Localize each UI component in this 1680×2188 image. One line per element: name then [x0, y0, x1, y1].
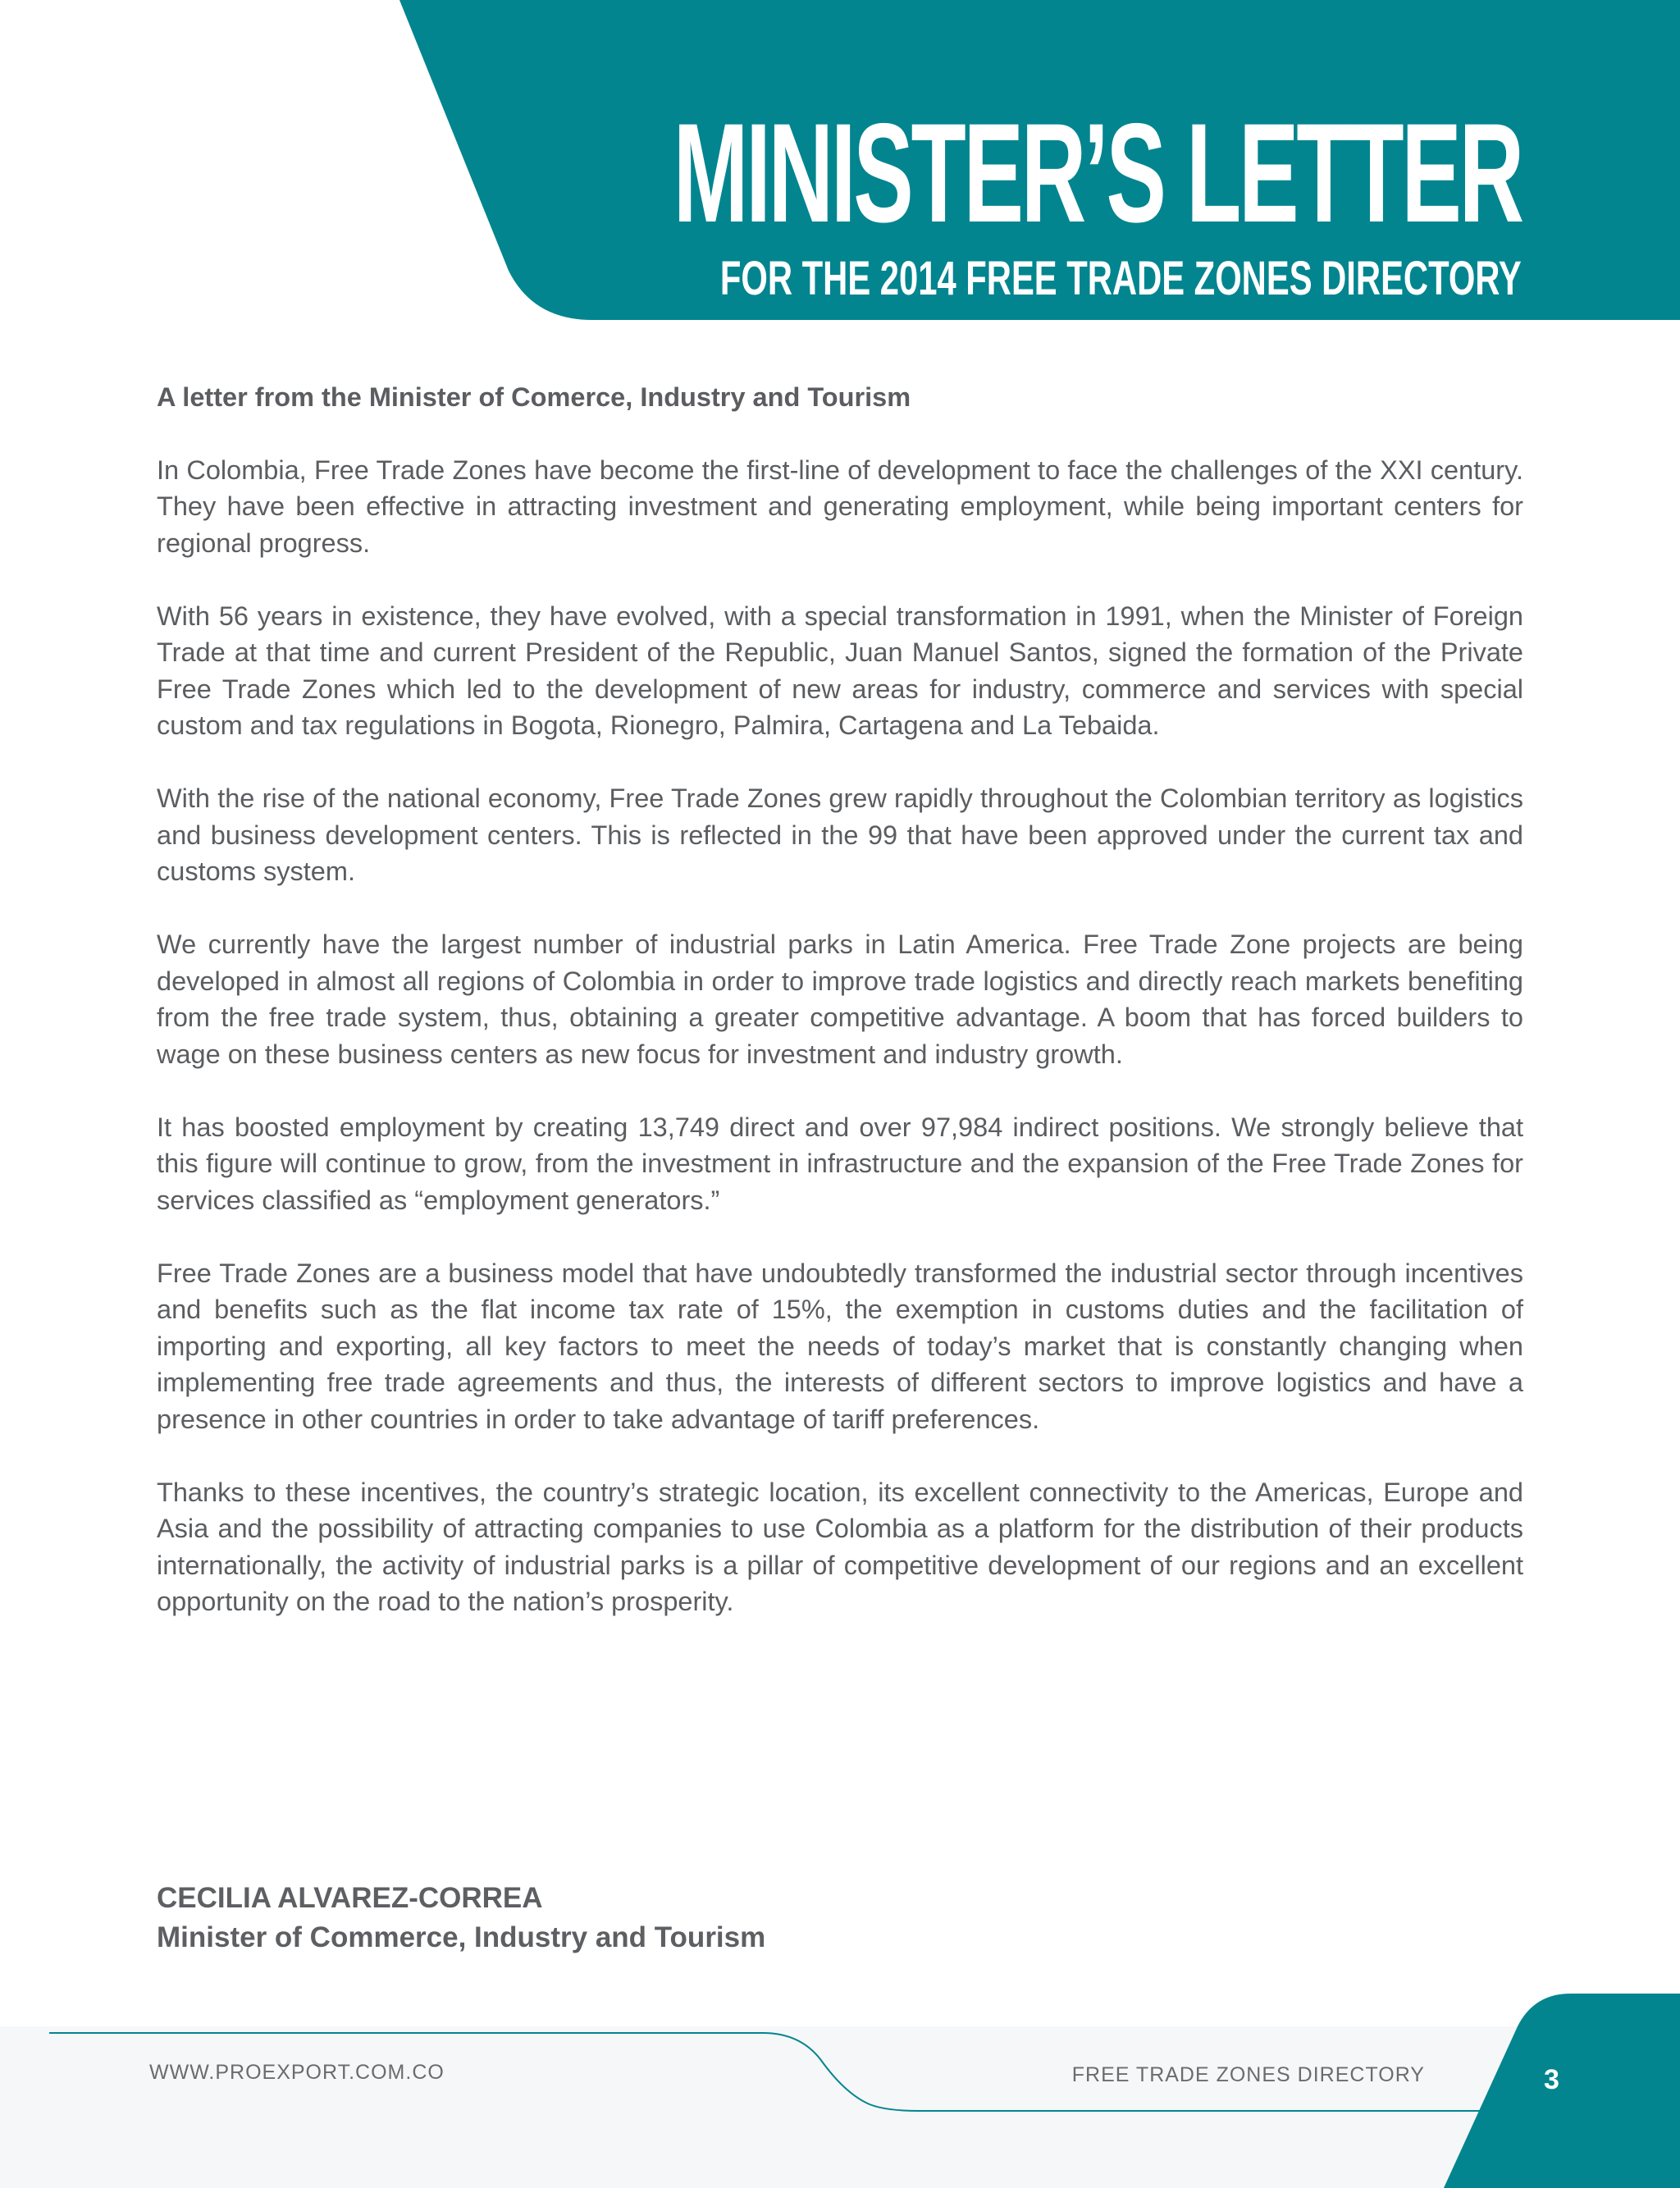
letter-paragraph: We currently have the largest number of industrial parks in Latin America. Free Trade Zone projects are being developed in almost all regions of Colombia in order to improve trade logistics and directly reach markets benefiting from the free trade system, thus, obtaining a greater competitive advantage. A boom that has forced builders to wage on these business centers as new focus for investment and industry growth. — [157, 930, 1523, 1069]
letter-paragraph: With the rise of the national economy, Free Trade Zones grew rapidly throughout the Colombian territory as logistics and business development centers. This is reflected in the 99 that have been approved under the current tax and customs system. — [157, 783, 1523, 886]
footer-shading — [0, 2026, 1680, 2188]
letter-paragraph: Free Trade Zones are a business model that have undoubtedly transformed the industrial sector through incentives and benefits such as the flat income tax rate of 15%, the exemption in customs duties and the facilitation of importing and exporting, all key factors to meet the needs of today’s market that is constantly changing when implementing free trade agreements and thus, the interests of different sectors to improve logistics and have a presence in other countries in order to take advantage of tariff preferences. — [157, 1258, 1523, 1434]
letter-paragraph: It has boosted employment by creating 13,749 direct and over 97,984 indirect positions. We strongly believe that this figure will continue to grow, from the investment in infrastructure and the expansion of the Free Trade Zones for services classified as “employment generators.” — [157, 1112, 1523, 1215]
letter-lead: A letter from the Minister of Comerce, Industry and Tourism — [157, 382, 911, 412]
footer-directory-label: FREE TRADE ZONES DIRECTORY — [1071, 2063, 1425, 2086]
footer-url-link[interactable]: WWW.PROEXPORT.COM.CO — [149, 2061, 445, 2084]
page-title: MINISTER’S LETTER — [673, 94, 1522, 252]
signature-block — [157, 1879, 765, 1957]
signatory-title: Minister of Commerce, Industry and Tourism — [157, 1921, 766, 1953]
letter-paragraph: In Colombia, Free Trade Zones have become the first-line of development to face the challenges of the XXI century. They have been effective in attracting investment and generating employment, while being important centers for regional progress. — [157, 455, 1523, 558]
page-subtitle: FOR THE 2014 FREE TRADE ZONES DIRECTORY — [720, 252, 1522, 305]
letter-paragraph: Thanks to these incentives, the country’s strategic location, its excellent connectivity to the Americas, Europe and Asia and the possibility of attracting companies to use Colombia as a platform for the distribution of their products internationally, the activity of industrial parks is a pillar of competitive development of our regions and an excellent opportunity on the road to the nation’s prosperity. — [157, 1477, 1523, 1616]
signatory-name: CECILIA ALVAREZ-CORREA — [157, 1882, 543, 1914]
letter-paragraph: With 56 years in existence, they have evolved, with a special transformation in 1991, when the Minister of Foreign Trade at that time and current President of the Republic, Juan Manuel Santos, signed the formation of the Private Free Trade Zones which led to the development of new areas for industry, commerce and services with special custom and tax regulations in Bogota, Rionegro, Palmira, Cartagena and La Tebaida. — [157, 601, 1523, 740]
page-number: 3 — [1544, 2064, 1559, 2095]
letter-body — [157, 379, 1523, 1656]
